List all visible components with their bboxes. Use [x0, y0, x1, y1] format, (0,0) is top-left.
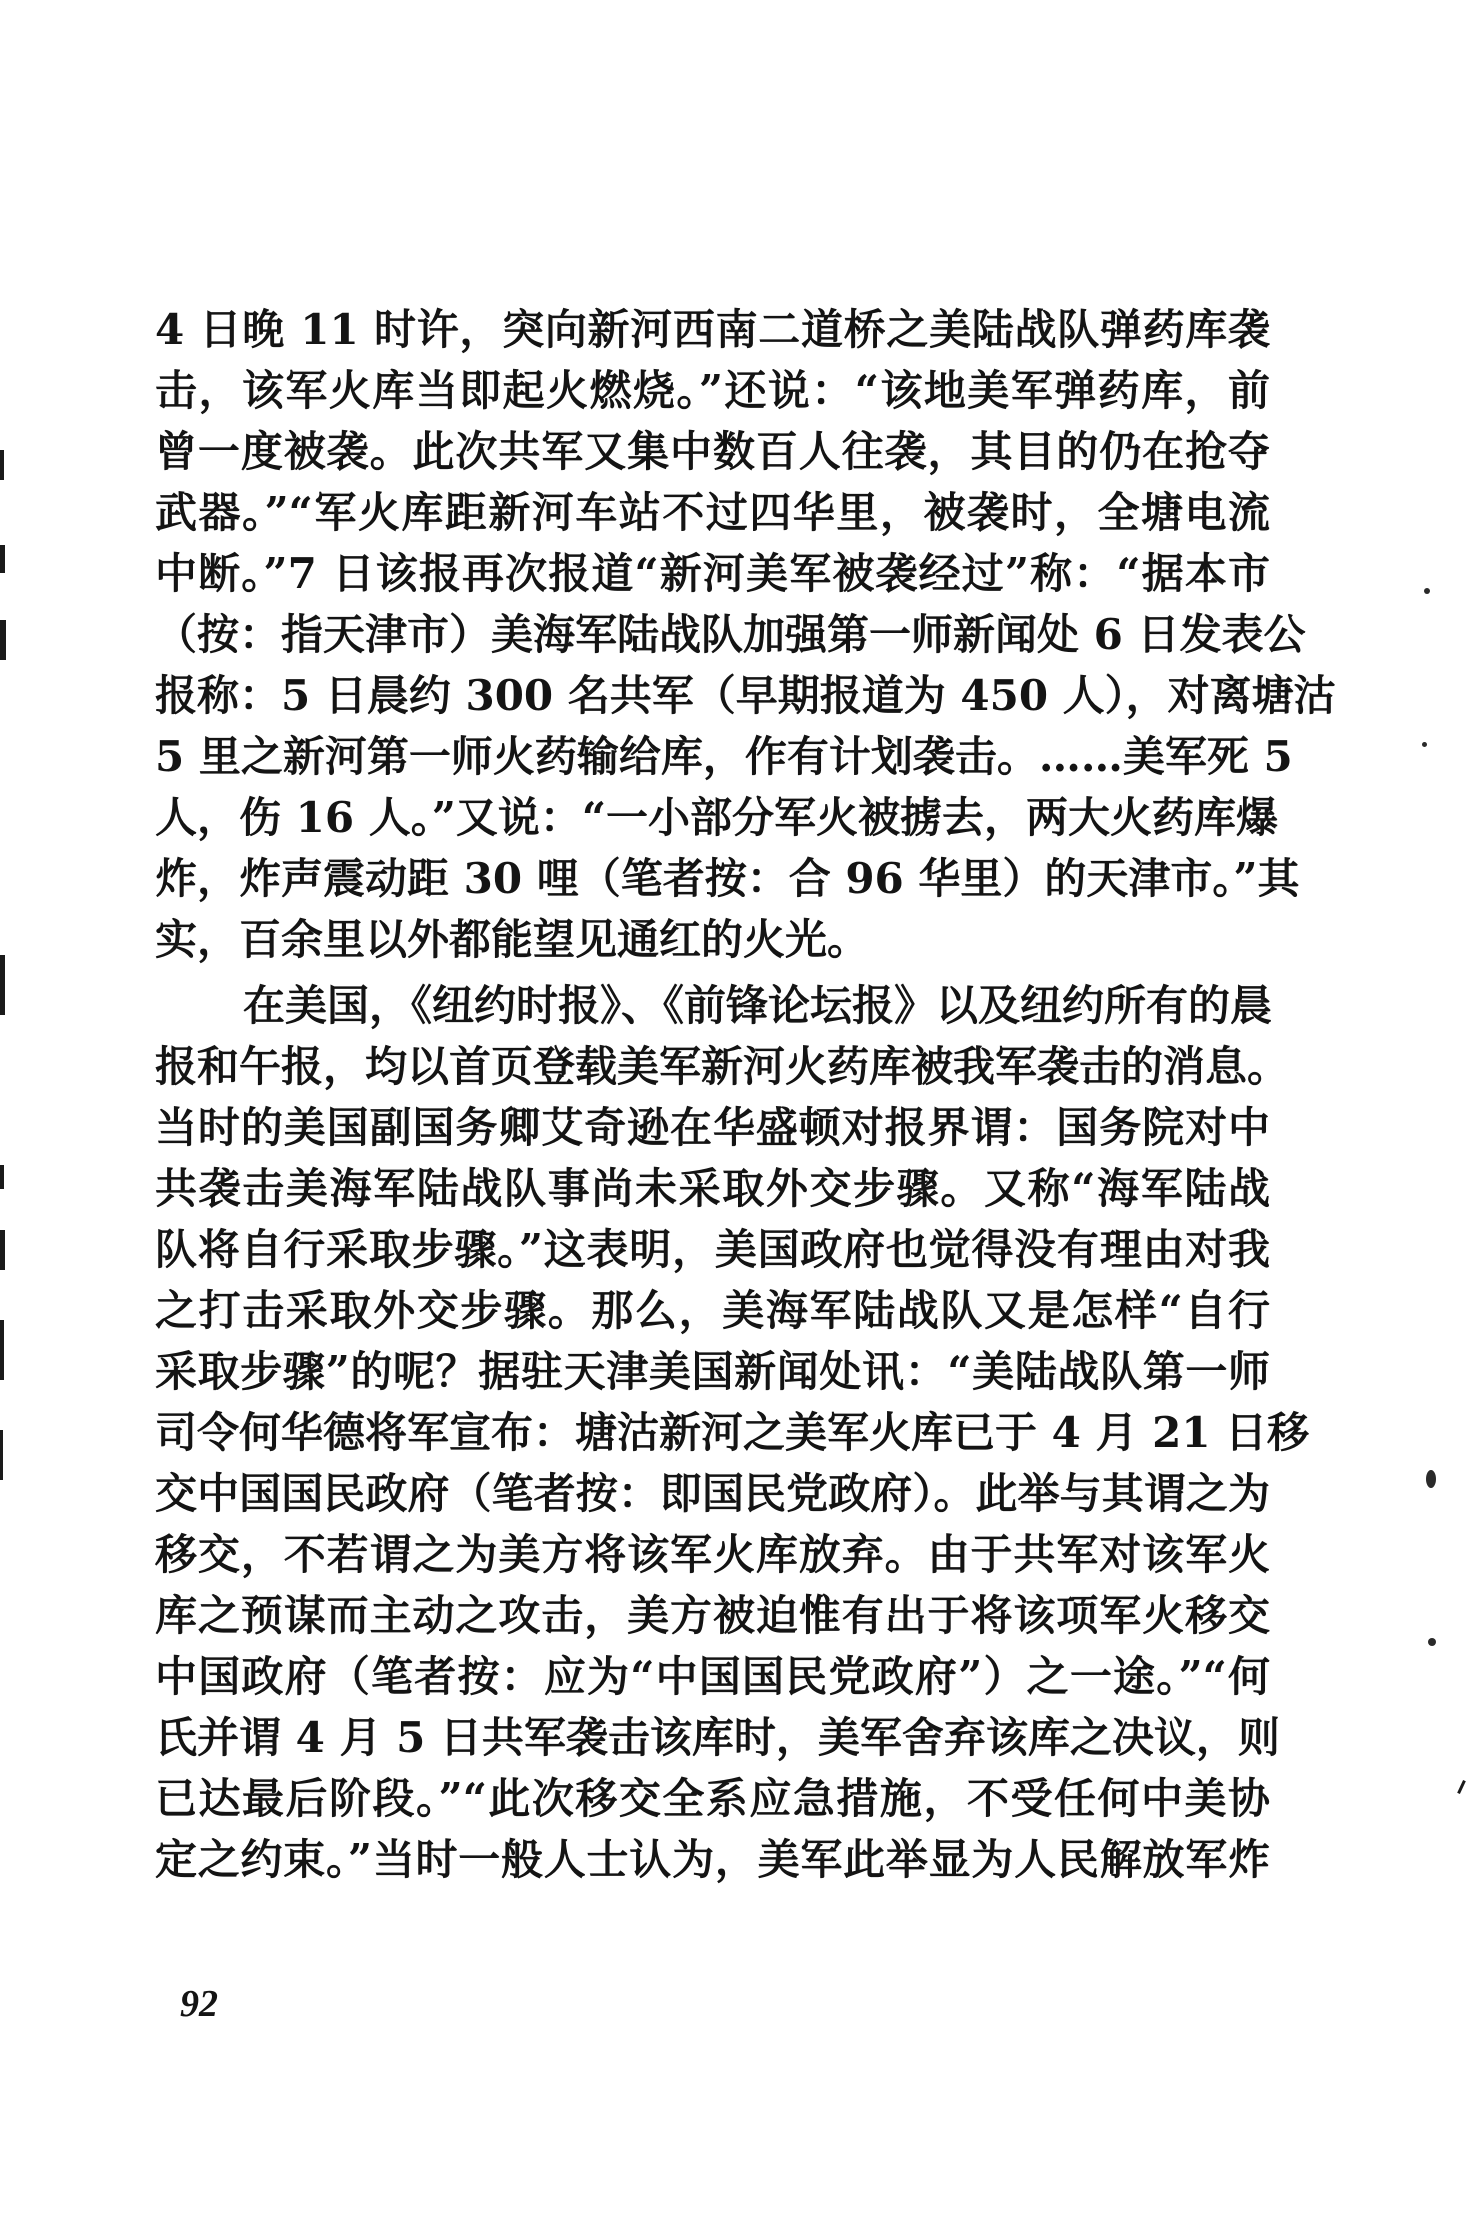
scan-artifact — [1422, 742, 1427, 747]
text-line: 报和午报，均以首页登载美军新河火药库被我军袭击的消息。 — [155, 1042, 1290, 1091]
text-line: 之打击采取外交步骤。那么，美海军陆战队又是怎样“自行 — [155, 1286, 1270, 1335]
text-line: 库之预谋而主动之攻击，美方被迫惟有出于将该项军火移交 — [155, 1591, 1270, 1640]
scan-artifact — [0, 1230, 5, 1270]
text-line: 炸，炸声震动距 30 哩（笔者按：合 96 华里）的天津市。”其 — [155, 854, 1300, 903]
text-line: 共袭击美海军陆战队事尚未采取外交步骤。又称“海军陆战 — [155, 1164, 1270, 1213]
text-line: 击，该军火库当即起火燃烧。”还说：“该地美军弹药库，前 — [155, 366, 1270, 415]
text-line: 武器。”“军火库距新河车站不过四华里，被袭时，全塘电流 — [155, 488, 1270, 537]
text-line: 交中国国民政府（笔者按：即国民党政府）。此举与其谓之为 — [155, 1469, 1270, 1518]
scan-artifact — [1457, 1780, 1466, 1794]
text-line: 队将自行采取步骤。”这表明，美国政府也觉得没有理由对我 — [155, 1225, 1270, 1274]
scan-artifact — [0, 955, 5, 1015]
text-line: 中国政府（笔者按：应为“中国国民党政府”）之一途。”“何 — [155, 1652, 1270, 1701]
scan-artifact — [1424, 588, 1430, 594]
text-line: 人，伤 16 人。”又说：“一小部分军火被掳去，两大火药库爆 — [155, 793, 1279, 842]
text-line: 定之约束。”当时一般人士认为，美军此举显为人民解放军炸 — [155, 1835, 1270, 1884]
text-line: 司令何华德将军宣布：塘沽新河之美军火库已于 4 月 21 日移 — [155, 1408, 1310, 1457]
page-number: 92 — [180, 1983, 218, 2025]
scan-artifact — [1426, 1470, 1436, 1488]
text-line: 曾一度被袭。此次共军又集中数百人往袭，其目的仍在抢夺 — [155, 427, 1270, 476]
scan-artifact — [0, 1165, 4, 1189]
text-line: 5 里之新河第一师火药输给库，作有计划袭击。……美军死 5 — [155, 732, 1293, 781]
text-line: 采取步骤”的呢？据驻天津美国新闻处讯：“美陆战队第一师 — [155, 1347, 1270, 1396]
scan-artifact — [0, 450, 4, 480]
text-line: （按：指天津市）美海军陆战队加强第一师新闻处 6 日发表公 — [155, 610, 1306, 659]
text-line: 在美国，《纽约时报》、《前锋论坛报》以及纽约所有的晨 — [243, 981, 1273, 1030]
text-line: 氏并谓 4 月 5 日共军袭击该库时，美军舍弃该库之决议，则 — [155, 1713, 1280, 1762]
scan-artifact — [0, 545, 5, 573]
text-line: 中断。”7 日该报再次报道“新河美军被袭经过”称：“据本市 — [155, 549, 1270, 598]
scan-artifact — [0, 1430, 3, 1480]
scan-artifact — [0, 620, 6, 660]
text-line: 已达最后阶段。”“此次移交全系应急措施，不受任何中美协 — [155, 1774, 1270, 1823]
scan-artifact — [0, 1320, 4, 1380]
text-line: 移交，不若谓之为美方将该军火库放弃。由于共军对该军火 — [155, 1530, 1270, 1579]
text-line: 实，百余里以外都能望见通红的火光。 — [155, 915, 870, 964]
text-line: 当时的美国副国务卿艾奇逊在华盛顿对报界谓：国务院对中 — [155, 1103, 1270, 1152]
text-line: 报称：5 日晨约 300 名共军（早期报道为 450 人），对离塘沽 — [155, 671, 1336, 720]
scan-artifact — [1428, 1638, 1436, 1646]
text-line: 4 日晚 11 时许，突向新河西南二道桥之美陆战队弹药库袭 — [155, 305, 1270, 354]
